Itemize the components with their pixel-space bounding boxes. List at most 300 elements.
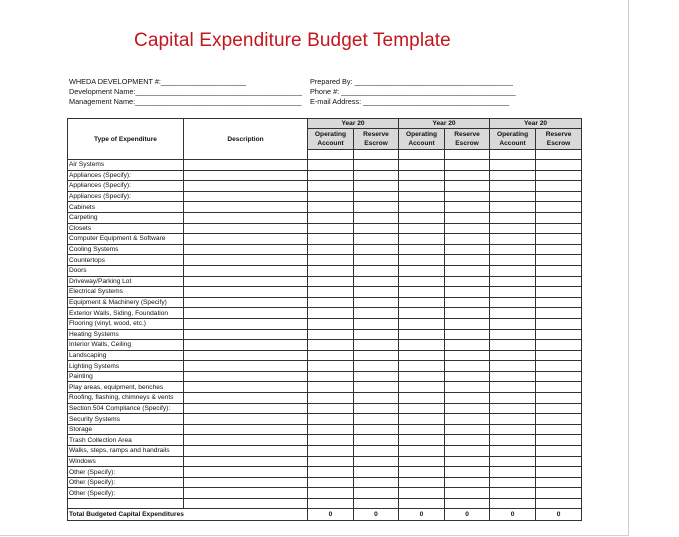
spacer-cell	[399, 150, 445, 160]
table-row	[68, 488, 582, 499]
operating-account-cell[interactable]	[308, 234, 354, 245]
reserve-escrow-cell[interactable]	[536, 403, 582, 414]
reserve-escrow-cell[interactable]	[445, 382, 490, 393]
table-row	[68, 234, 582, 245]
table-row	[68, 318, 582, 329]
operating-account-cell[interactable]	[490, 371, 536, 382]
operating-account-cell[interactable]	[399, 181, 445, 192]
operating-account-cell[interactable]	[399, 265, 445, 276]
spacer-cell	[308, 499, 354, 509]
operating-account-cell[interactable]	[399, 308, 445, 319]
reserve-escrow-cell[interactable]	[445, 340, 490, 351]
spacer-cell	[445, 499, 490, 509]
reserve-escrow-cell[interactable]	[354, 181, 399, 192]
operating-account-cell[interactable]	[399, 276, 445, 287]
spacer-cell	[354, 499, 399, 509]
reserve-escrow-header: Reserve Escrow	[354, 129, 399, 150]
reserve-escrow-cell[interactable]	[445, 414, 490, 425]
operating-account-cell[interactable]	[308, 287, 354, 298]
reserve-escrow-cell[interactable]	[536, 393, 582, 404]
description-cell[interactable]	[184, 181, 308, 192]
operating-account-cell[interactable]	[399, 170, 445, 181]
operating-account-cell[interactable]	[399, 456, 445, 467]
table-row	[68, 361, 582, 372]
reserve-escrow-cell[interactable]	[536, 350, 582, 361]
description-cell[interactable]	[184, 340, 308, 351]
reserve-escrow-cell[interactable]	[354, 488, 399, 499]
reserve-escrow-cell[interactable]	[445, 456, 490, 467]
operating-account-cell[interactable]	[399, 287, 445, 298]
operating-account-cell[interactable]	[308, 170, 354, 181]
operating-account-cell[interactable]	[308, 446, 354, 457]
column-header-description: Description	[184, 119, 308, 160]
reserve-escrow-cell[interactable]	[536, 467, 582, 478]
expenditure-rows	[68, 160, 582, 499]
reserve-escrow-cell[interactable]	[445, 424, 490, 435]
table-row	[68, 446, 582, 457]
operating-account-cell[interactable]	[490, 297, 536, 308]
operating-account-cell[interactable]	[308, 361, 354, 372]
table-row	[68, 202, 582, 213]
operating-account-cell[interactable]	[308, 477, 354, 488]
operating-account-cell[interactable]	[490, 403, 536, 414]
reserve-escrow-cell[interactable]	[536, 255, 582, 266]
operating-account-cell[interactable]	[399, 318, 445, 329]
expenditure-type-label: Trash Collection Area	[68, 435, 184, 446]
description-cell[interactable]	[184, 350, 308, 361]
reserve-escrow-cell[interactable]	[445, 170, 490, 181]
operating-account-cell[interactable]	[308, 318, 354, 329]
operating-account-cell[interactable]	[490, 160, 536, 171]
table-row	[68, 456, 582, 467]
operating-account-cell[interactable]	[399, 446, 445, 457]
operating-account-cell[interactable]	[399, 424, 445, 435]
reserve-escrow-cell[interactable]	[445, 212, 490, 223]
operating-account-cell[interactable]	[490, 361, 536, 372]
reserve-escrow-cell[interactable]	[445, 350, 490, 361]
operating-account-cell[interactable]	[490, 191, 536, 202]
reserve-escrow-header: Reserve Escrow	[536, 129, 582, 150]
reserve-escrow-cell[interactable]	[445, 244, 490, 255]
operating-account-cell[interactable]	[308, 435, 354, 446]
operating-account-cell[interactable]	[399, 234, 445, 245]
reserve-escrow-cell[interactable]	[354, 467, 399, 478]
operating-account-cell[interactable]	[308, 212, 354, 223]
description-cell[interactable]	[184, 403, 308, 414]
operating-account-cell[interactable]	[399, 202, 445, 213]
reserve-escrow-cell[interactable]	[354, 424, 399, 435]
operating-account-cell[interactable]	[308, 382, 354, 393]
description-cell[interactable]	[184, 297, 308, 308]
development-name-field[interactable]: Development Name:_________________________________________	[69, 87, 302, 96]
reserve-escrow-cell[interactable]	[354, 382, 399, 393]
description-cell[interactable]	[184, 446, 308, 457]
operating-account-cell[interactable]	[490, 244, 536, 255]
operating-account-cell[interactable]	[399, 435, 445, 446]
reserve-escrow-cell[interactable]	[536, 340, 582, 351]
operating-account-cell[interactable]	[308, 265, 354, 276]
table-row	[68, 276, 582, 287]
spacer-cell	[399, 499, 445, 509]
operating-account-cell[interactable]	[308, 414, 354, 425]
table-row	[68, 435, 582, 446]
reserve-escrow-cell[interactable]	[536, 287, 582, 298]
reserve-escrow-cell[interactable]	[445, 276, 490, 287]
operating-account-cell[interactable]	[399, 340, 445, 351]
expenditure-type-label: Carpeting	[68, 212, 184, 223]
expenditure-type-label: Walks, steps, ramps and handrails	[68, 446, 184, 457]
operating-account-cell[interactable]	[490, 318, 536, 329]
description-cell[interactable]	[184, 382, 308, 393]
reserve-escrow-cell[interactable]	[536, 456, 582, 467]
operating-account-cell[interactable]	[308, 371, 354, 382]
reserve-escrow-cell[interactable]	[445, 255, 490, 266]
description-cell[interactable]	[184, 276, 308, 287]
description-cell[interactable]	[184, 488, 308, 499]
description-cell[interactable]	[184, 202, 308, 213]
operating-account-cell[interactable]	[308, 297, 354, 308]
wheda-development-field[interactable]: WHEDA DEVELOPMENT #:_____________________	[69, 77, 247, 86]
operating-account-cell[interactable]	[399, 255, 445, 266]
operating-account-header: Operating Account	[490, 129, 536, 150]
reserve-escrow-cell[interactable]	[354, 287, 399, 298]
phone-field[interactable]: Phone #: ___________________________________________	[310, 87, 516, 96]
operating-account-cell[interactable]	[399, 488, 445, 499]
reserve-escrow-cell[interactable]	[536, 297, 582, 308]
description-cell[interactable]	[184, 477, 308, 488]
reserve-escrow-cell[interactable]	[536, 212, 582, 223]
operating-account-cell[interactable]	[490, 308, 536, 319]
operating-account-cell[interactable]	[399, 191, 445, 202]
reserve-escrow-cell[interactable]	[445, 287, 490, 298]
reserve-escrow-cell[interactable]	[445, 393, 490, 404]
total-row	[68, 509, 582, 521]
reserve-escrow-cell[interactable]	[354, 340, 399, 351]
operating-account-cell[interactable]	[308, 181, 354, 192]
reserve-escrow-cell[interactable]	[354, 350, 399, 361]
operating-account-cell[interactable]	[308, 488, 354, 499]
email-address-field[interactable]: E-mail Address: ____________________________________	[310, 97, 510, 106]
operating-account-cell[interactable]	[399, 212, 445, 223]
reserve-escrow-cell[interactable]	[536, 414, 582, 425]
table-row	[68, 297, 582, 308]
operating-account-cell[interactable]	[308, 467, 354, 478]
reserve-escrow-cell[interactable]	[354, 393, 399, 404]
reserve-escrow-cell[interactable]	[354, 446, 399, 457]
prepared-by-field[interactable]: Prepared By: _______________________________________	[310, 77, 513, 86]
operating-account-cell[interactable]	[490, 382, 536, 393]
expenditure-type-label: Equipment & Machinery (Specify)	[68, 297, 184, 308]
expenditure-type-label: Lighting Systems	[68, 361, 184, 372]
operating-account-cell[interactable]	[490, 287, 536, 298]
description-cell[interactable]	[184, 435, 308, 446]
operating-account-cell[interactable]	[490, 265, 536, 276]
reserve-escrow-cell[interactable]	[445, 234, 490, 245]
reserve-escrow-cell[interactable]	[445, 371, 490, 382]
reserve-escrow-cell[interactable]	[536, 371, 582, 382]
operating-account-cell[interactable]	[399, 467, 445, 478]
expenditure-type-label: Appliances (Specify):	[68, 181, 184, 192]
spacer-cell	[184, 499, 308, 509]
reserve-escrow-cell[interactable]	[536, 308, 582, 319]
header-right-fields	[310, 77, 516, 107]
table-row	[68, 191, 582, 202]
operating-account-cell[interactable]	[490, 414, 536, 425]
reserve-escrow-cell[interactable]	[445, 435, 490, 446]
reserve-escrow-cell[interactable]	[536, 361, 582, 372]
operating-account-cell[interactable]	[308, 393, 354, 404]
spacer-cell	[354, 150, 399, 160]
operating-account-cell[interactable]	[308, 350, 354, 361]
table-row	[68, 287, 582, 298]
reserve-escrow-cell[interactable]	[536, 170, 582, 181]
description-cell[interactable]	[184, 212, 308, 223]
operating-account-cell[interactable]	[490, 340, 536, 351]
operating-account-cell[interactable]	[490, 329, 536, 340]
operating-account-cell[interactable]	[308, 424, 354, 435]
reserve-escrow-cell[interactable]	[354, 456, 399, 467]
operating-account-cell[interactable]	[490, 456, 536, 467]
reserve-escrow-cell[interactable]	[354, 297, 399, 308]
expenditure-type-label: Cabinets	[68, 202, 184, 213]
operating-account-cell[interactable]	[308, 244, 354, 255]
reserve-escrow-cell[interactable]	[445, 361, 490, 372]
table-row	[68, 244, 582, 255]
reserve-escrow-cell[interactable]	[445, 403, 490, 414]
description-cell[interactable]	[184, 234, 308, 245]
reserve-escrow-cell[interactable]	[354, 191, 399, 202]
reserve-escrow-cell[interactable]	[354, 477, 399, 488]
column-header-type: Type of Expenditure	[68, 119, 184, 160]
expenditure-type-label: Roofing, flashing, chimneys & vents	[68, 393, 184, 404]
operating-account-cell[interactable]	[490, 212, 536, 223]
reserve-escrow-cell[interactable]	[536, 244, 582, 255]
reserve-escrow-cell[interactable]	[354, 329, 399, 340]
operating-account-cell[interactable]	[308, 276, 354, 287]
reserve-escrow-cell[interactable]	[354, 234, 399, 245]
description-cell[interactable]	[184, 223, 308, 234]
operating-account-cell[interactable]	[399, 371, 445, 382]
table-row	[68, 329, 582, 340]
total-value: 0	[445, 509, 490, 521]
description-cell[interactable]	[184, 244, 308, 255]
expenditure-type-label: Electrical Systems	[68, 287, 184, 298]
expenditure-type-label: Closets	[68, 223, 184, 234]
table-row	[68, 371, 582, 382]
table-row	[68, 467, 582, 478]
operating-account-cell[interactable]	[399, 382, 445, 393]
description-cell[interactable]	[184, 160, 308, 171]
reserve-escrow-cell[interactable]	[536, 191, 582, 202]
description-cell[interactable]	[184, 255, 308, 266]
reserve-escrow-cell[interactable]	[536, 424, 582, 435]
reserve-escrow-cell[interactable]	[445, 329, 490, 340]
reserve-escrow-cell[interactable]	[445, 181, 490, 192]
operating-account-cell[interactable]	[490, 202, 536, 213]
reserve-escrow-cell[interactable]	[354, 308, 399, 319]
reserve-escrow-cell[interactable]	[354, 223, 399, 234]
spacer-cell	[490, 499, 536, 509]
description-cell[interactable]	[184, 191, 308, 202]
reserve-escrow-cell[interactable]	[445, 160, 490, 171]
reserve-escrow-cell[interactable]	[536, 234, 582, 245]
expenditure-type-label: Countertops	[68, 255, 184, 266]
operating-account-cell[interactable]	[308, 308, 354, 319]
expenditure-type-label: Air Systems	[68, 160, 184, 171]
description-cell[interactable]	[184, 265, 308, 276]
operating-account-cell[interactable]	[399, 393, 445, 404]
operating-account-cell[interactable]	[490, 223, 536, 234]
description-cell[interactable]	[184, 424, 308, 435]
spacer-cell	[68, 499, 184, 509]
description-cell[interactable]	[184, 371, 308, 382]
reserve-escrow-cell[interactable]	[536, 477, 582, 488]
description-cell[interactable]	[184, 287, 308, 298]
reserve-escrow-cell[interactable]	[536, 435, 582, 446]
reserve-escrow-cell[interactable]	[536, 318, 582, 329]
operating-account-cell[interactable]	[399, 160, 445, 171]
expenditure-type-label: Cooling Systems	[68, 244, 184, 255]
description-cell[interactable]	[184, 329, 308, 340]
table-row	[68, 255, 582, 266]
operating-account-cell[interactable]	[490, 446, 536, 457]
description-cell[interactable]	[184, 318, 308, 329]
expenditure-type-label: Exterior Walls, Siding, Foundation	[68, 308, 184, 319]
table-row	[68, 340, 582, 351]
reserve-escrow-cell[interactable]	[445, 265, 490, 276]
document-title: Capital Expenditure Budget Template	[134, 30, 451, 51]
operating-account-cell[interactable]	[308, 255, 354, 266]
reserve-escrow-cell[interactable]	[354, 202, 399, 213]
reserve-escrow-cell[interactable]	[536, 265, 582, 276]
table-row	[68, 160, 582, 171]
reserve-escrow-cell[interactable]	[445, 446, 490, 457]
reserve-escrow-cell[interactable]	[354, 160, 399, 171]
management-name-field[interactable]: Management Name:_________________________________________	[69, 97, 302, 106]
operating-account-cell[interactable]	[308, 223, 354, 234]
operating-account-cell[interactable]	[490, 393, 536, 404]
operating-account-cell[interactable]	[490, 467, 536, 478]
operating-account-cell[interactable]	[308, 403, 354, 414]
operating-account-cell[interactable]	[490, 276, 536, 287]
reserve-escrow-cell[interactable]	[445, 308, 490, 319]
reserve-escrow-cell[interactable]	[354, 318, 399, 329]
expenditure-type-label: Painting	[68, 371, 184, 382]
reserve-escrow-cell[interactable]	[354, 212, 399, 223]
reserve-escrow-cell[interactable]	[354, 435, 399, 446]
operating-account-cell[interactable]	[399, 244, 445, 255]
expenditure-type-label: Section 504 Compliance (Specify):	[68, 403, 184, 414]
reserve-escrow-cell[interactable]	[354, 371, 399, 382]
reserve-escrow-cell[interactable]	[536, 202, 582, 213]
operating-account-cell[interactable]	[308, 191, 354, 202]
reserve-escrow-cell[interactable]	[354, 414, 399, 425]
reserve-escrow-cell[interactable]	[445, 223, 490, 234]
expenditure-type-label: Landscaping	[68, 350, 184, 361]
reserve-escrow-cell[interactable]	[354, 265, 399, 276]
expenditure-type-label: Appliances (Specify):	[68, 170, 184, 181]
year-group-header: Year 20	[490, 119, 582, 129]
spacer-cell	[308, 150, 354, 160]
reserve-escrow-cell[interactable]	[536, 223, 582, 234]
reserve-escrow-cell[interactable]	[354, 403, 399, 414]
reserve-escrow-cell[interactable]	[445, 191, 490, 202]
operating-account-cell[interactable]	[308, 456, 354, 467]
operating-account-cell[interactable]	[490, 255, 536, 266]
capital-expenditure-table	[67, 118, 582, 521]
reserve-escrow-cell[interactable]	[354, 244, 399, 255]
total-value: 0	[308, 509, 354, 521]
reserve-escrow-cell[interactable]	[445, 488, 490, 499]
operating-account-cell[interactable]	[308, 329, 354, 340]
description-cell[interactable]	[184, 414, 308, 425]
operating-account-cell[interactable]	[308, 202, 354, 213]
table-row	[68, 393, 582, 404]
total-value: 0	[536, 509, 582, 521]
reserve-escrow-cell[interactable]	[445, 202, 490, 213]
reserve-escrow-cell[interactable]	[445, 318, 490, 329]
operating-account-cell[interactable]	[399, 361, 445, 372]
reserve-escrow-cell[interactable]	[354, 255, 399, 266]
operating-account-cell[interactable]	[490, 477, 536, 488]
operating-account-cell[interactable]	[490, 170, 536, 181]
reserve-escrow-cell[interactable]	[536, 446, 582, 457]
year-group-header: Year 20	[308, 119, 399, 129]
reserve-escrow-cell[interactable]	[536, 276, 582, 287]
reserve-escrow-cell[interactable]	[445, 297, 490, 308]
operating-account-cell[interactable]	[490, 424, 536, 435]
reserve-escrow-cell[interactable]	[354, 170, 399, 181]
table-row	[68, 181, 582, 192]
reserve-escrow-cell[interactable]	[536, 329, 582, 340]
reserve-escrow-cell[interactable]	[536, 160, 582, 171]
reserve-escrow-cell[interactable]	[536, 488, 582, 499]
operating-account-cell[interactable]	[308, 340, 354, 351]
reserve-escrow-cell[interactable]	[354, 361, 399, 372]
header-left-fields	[69, 77, 302, 107]
description-cell[interactable]	[184, 467, 308, 478]
total-label: Total Budgeted Capital Expenditures	[68, 509, 308, 521]
description-cell[interactable]	[184, 308, 308, 319]
description-cell[interactable]	[184, 361, 308, 372]
operating-account-cell[interactable]	[490, 350, 536, 361]
spacer-cell	[490, 150, 536, 160]
operating-account-cell[interactable]	[399, 297, 445, 308]
reserve-escrow-cell[interactable]	[536, 382, 582, 393]
reserve-escrow-cell[interactable]	[354, 276, 399, 287]
operating-account-cell[interactable]	[399, 414, 445, 425]
description-cell[interactable]	[184, 393, 308, 404]
description-cell[interactable]	[184, 456, 308, 467]
table-row	[68, 414, 582, 425]
operating-account-cell[interactable]	[490, 435, 536, 446]
reserve-escrow-cell[interactable]	[536, 181, 582, 192]
description-cell[interactable]	[184, 170, 308, 181]
operating-account-cell[interactable]	[399, 329, 445, 340]
spacer-cell	[445, 150, 490, 160]
reserve-escrow-cell[interactable]	[445, 467, 490, 478]
operating-account-cell[interactable]	[399, 223, 445, 234]
expenditure-type-label: Interior Walls, Ceiling	[68, 340, 184, 351]
operating-account-cell[interactable]	[490, 234, 536, 245]
reserve-escrow-cell[interactable]	[445, 477, 490, 488]
operating-account-cell[interactable]	[399, 403, 445, 414]
operating-account-cell[interactable]	[308, 160, 354, 171]
operating-account-cell[interactable]	[490, 488, 536, 499]
operating-account-cell[interactable]	[399, 477, 445, 488]
operating-account-cell[interactable]	[490, 181, 536, 192]
operating-account-cell[interactable]	[399, 350, 445, 361]
